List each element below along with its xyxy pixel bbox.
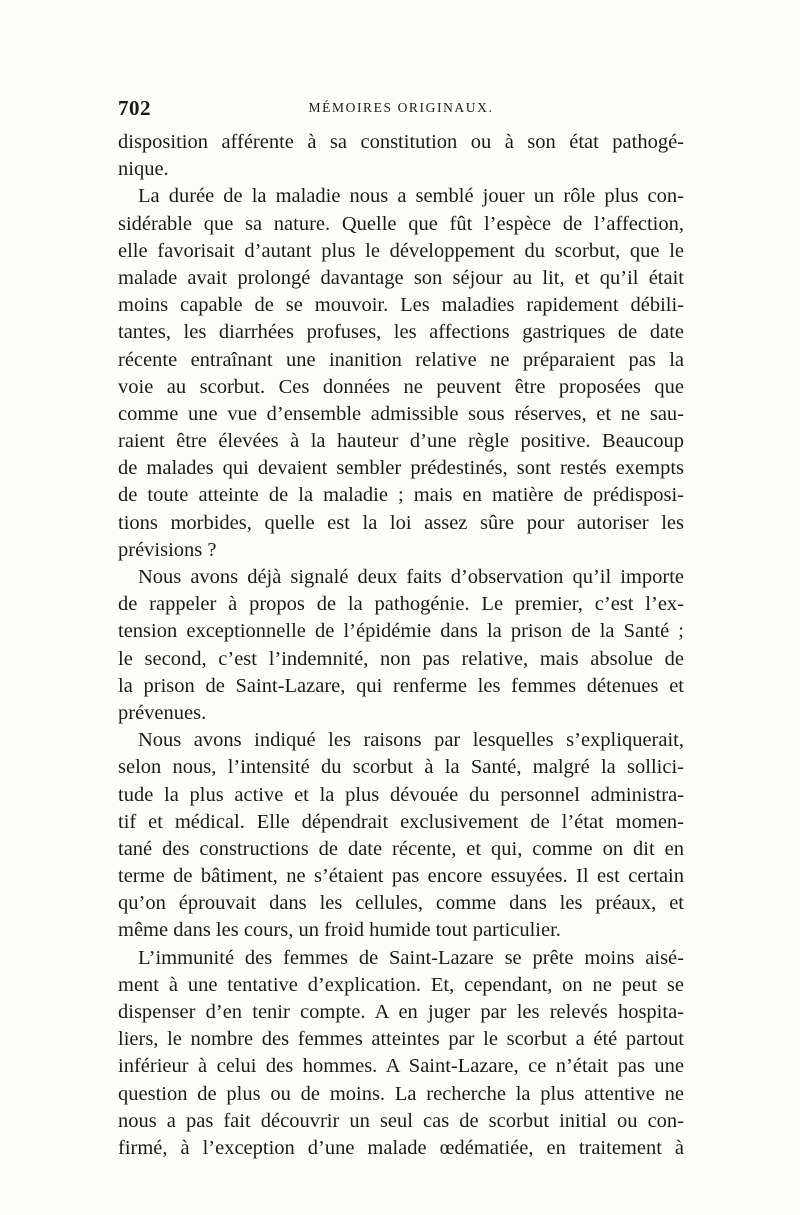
page-number: 702 [118, 96, 151, 120]
text-line: prévenues. [118, 701, 207, 724]
text-line: nique. [118, 158, 169, 181]
text-line: qu’on éprouvait dans les cellules, comme dans les préaux, et [118, 892, 684, 915]
text-line: comme une vue d’ensemble admissible sous réserves, et ne sau- [118, 402, 684, 425]
text-line: tantes, les diarrhées profuses, les affections gastriques de date [118, 321, 684, 344]
text-line: La durée de la maladie nous a semblé jouer un rôle plus con- [138, 185, 684, 208]
text-line: Nous avons déjà signalé deux faits d’observation qu’il importe [138, 566, 684, 588]
text-line: moins capable de se mouvoir. Les maladies rapidement débili- [118, 294, 684, 317]
text-line: tension exceptionnelle de l’épidémie dans la prison de la Santé ; [118, 620, 684, 643]
text-line: liers, le nombre des femmes atteintes par le scorbut a été partout [118, 1028, 684, 1051]
text-line: sidérable que sa nature. Quelle que fût l’espèce de l’affection, [118, 212, 684, 235]
text-line: ment à une tentative d’explication. Et, cependant, on ne peut se [118, 973, 684, 996]
text-line: récente entraînant une inanition relative ne préparaient pas la [118, 348, 684, 371]
text-line: tions morbides, quelle est la loi assez sûre pour autoriser les [118, 511, 684, 534]
text-line: prévisions ? [118, 538, 217, 561]
text-line: de malades qui devaient sembler prédestinés, sont restés exempts [118, 457, 684, 480]
text-line: inférieur à celui des hommes. A Saint-Lazare, ce n’était pas une [118, 1055, 684, 1078]
text-line: firmé, à l’exception d’une malade œdématiée, en traitement à [118, 1136, 684, 1159]
text-line: tané des constructions de date récente, et qui, comme on dit en [118, 837, 684, 860]
text-line: la prison de Saint-Lazare, qui renferme les femmes détenues et [118, 674, 684, 697]
text-line: de rappeler à propos de la pathogénie. Le premier, c’est l’ex- [118, 593, 684, 616]
text-line: dispenser d’en tenir compte. A en juger par les relevés hospita- [118, 1001, 684, 1023]
text-line: de toute atteinte de la maladie ; mais en matière de prédisposi- [118, 484, 684, 507]
text-line: elle favorisait d’autant plus le développement du scorbut, que le [118, 239, 684, 262]
text-line: raient être élevées à la hauteur d’une règle positive. Beaucoup [118, 430, 684, 453]
text-line: Nous avons indiqué les raisons par lesquelles s’expliquerait, [138, 729, 684, 752]
text-line: voie au scorbut. Ces données ne peuvent être proposées que [118, 375, 684, 398]
text-line: terme de bâtiment, ne s’étaient pas encore essuyées. Il est certain [118, 865, 684, 888]
text-line: L’immunité des femmes de Saint-Lazare se prête moins aisé- [138, 946, 684, 969]
text-line: nous a pas fait découvrir un seul cas de scorbut initial ou con- [118, 1109, 684, 1132]
text-line: question de plus ou de moins. La recherche la plus attentive ne [118, 1082, 684, 1105]
page-header [118, 96, 684, 126]
text-line: même dans les cours, un froid humide tout particulier. [118, 919, 561, 942]
text-line: tude la plus active et la plus dévouée du personnel administra- [118, 783, 684, 806]
text-line: le second, c’est l’indemnité, non pas relative, mais absolue de [118, 647, 684, 670]
body-text [118, 129, 684, 1162]
text-line: malade avait prolongé davantage son séjour au lit, et qu’il était [118, 266, 684, 289]
text-line: disposition afférente à sa constitution ou à son état pathogé- [118, 131, 684, 153]
running-head: MÉMOIRES ORIGINAUX. [308, 100, 494, 115]
text-line: tif et médical. Elle dépendrait exclusivement de l’état momen- [118, 810, 684, 833]
text-line: selon nous, l’intensité du scorbut à la Santé, malgré la sollici- [118, 756, 684, 779]
